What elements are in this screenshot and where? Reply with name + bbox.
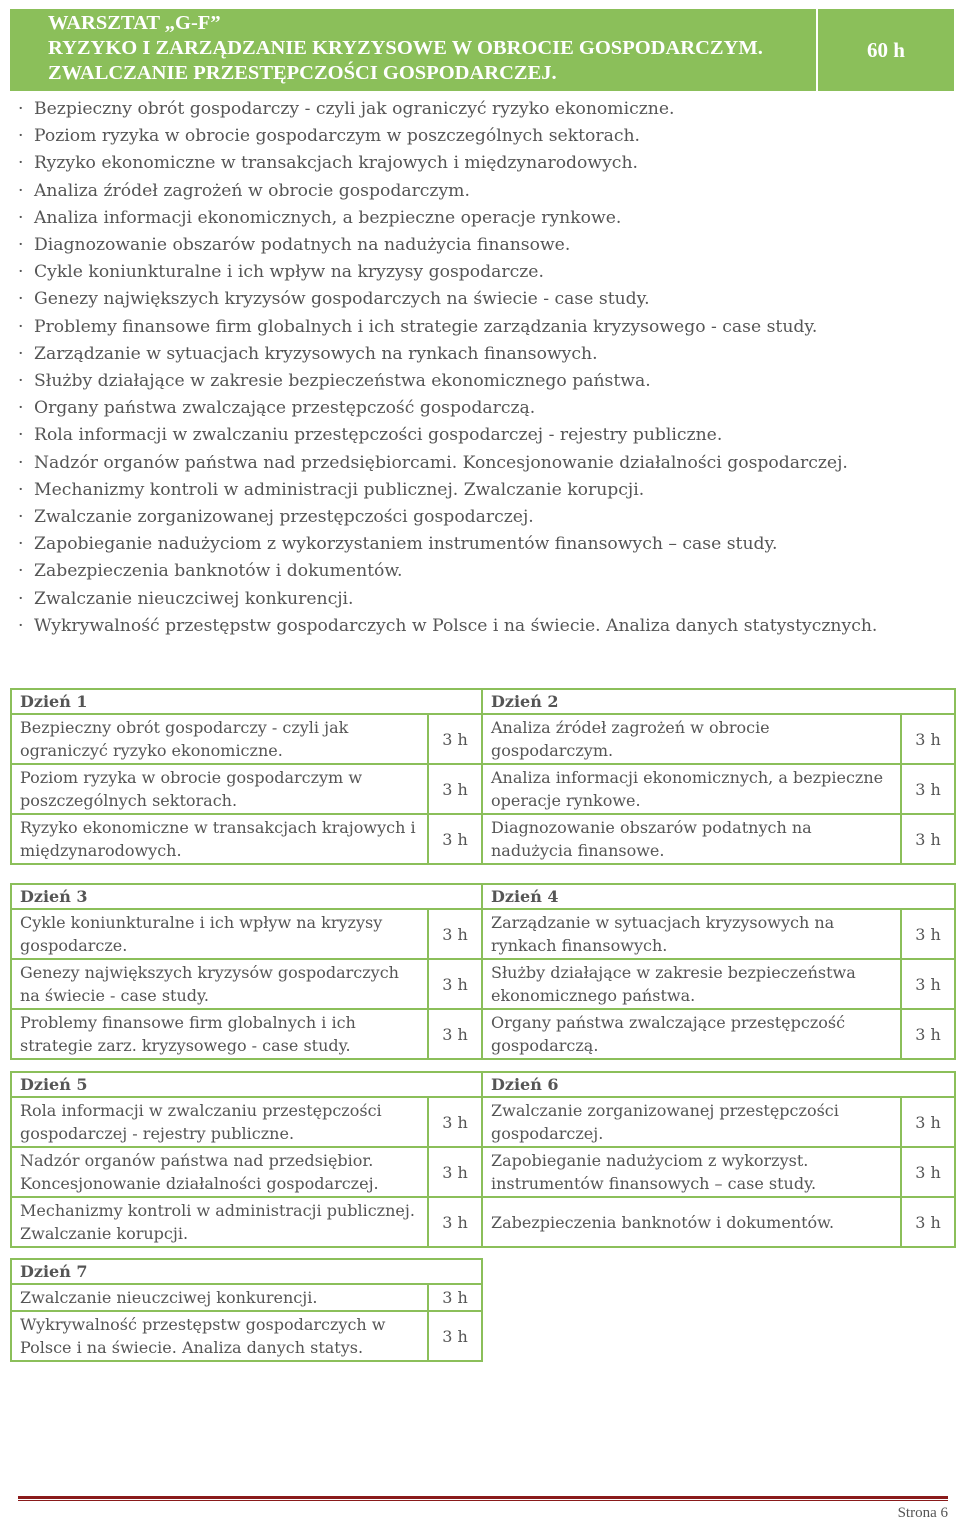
table-row [11, 1097, 955, 1147]
session-topic: Zabezpieczenia banknotów i dokumentów. [482, 1197, 901, 1247]
day-header-row [11, 1072, 955, 1097]
page-number: Strona 6 [897, 1505, 948, 1521]
topic-text: Bezpieczny obrót gospodarczy - czyli jak ograniczyć ryzyko ekonomiczne. [34, 99, 675, 119]
topic-text: Zwalczanie zorganizowanej przestępczości gospodarczej. [34, 507, 534, 528]
total-hours: 60 h [867, 37, 905, 62]
topic-text: Diagnozowanie obszarów podatnych na nadużycia finansowe. [34, 235, 571, 256]
topic-list-item [18, 96, 948, 123]
session-hours: 3 h [901, 714, 955, 764]
topic-list-item [18, 422, 948, 449]
bullet-icon: · [18, 561, 24, 582]
session-hours: 3 h [901, 909, 955, 959]
topic-text: Służby działające w zakresie bezpieczeństwa ekonomicznego państwa. [34, 371, 651, 392]
topic-list-item [18, 341, 948, 368]
session-hours: 3 h [428, 764, 482, 814]
session-topic: Mechanizmy kontroli w administracji publicznej. Zwalczanie korupcji. [11, 1197, 428, 1247]
table-row [11, 909, 955, 959]
session-topic: Zarządzanie w sytuacjach kryzysowych na rynkach finansowych. [482, 909, 901, 959]
topic-text: Cykle koniunkturalne i ich wpływ na kryzysy gospodarcze. [34, 262, 544, 283]
session-topic: Zwalczanie zorganizowanej przestępczości gospodarczej. [482, 1097, 901, 1147]
footer-rule-thin [18, 1500, 948, 1501]
session-hours: 3 h [901, 1197, 955, 1247]
session-topic: Diagnozowanie obszarów podatnych na nadużycia finansowe. [482, 814, 901, 864]
table-row [11, 1197, 955, 1247]
topic-text: Zapobieganie nadużyciom z wykorzystaniem instrumentów finansowych – case study. [34, 534, 778, 555]
session-topic: Poziom ryzyka w obrocie gospodarczym w poszczególnych sektorach. [11, 764, 428, 814]
session-hours: 3 h [901, 1097, 955, 1147]
day-3-heading: Dzień 3 [11, 884, 482, 909]
schedule-day-7 [10, 1258, 483, 1362]
table-row [11, 764, 955, 814]
bullet-icon: · [18, 289, 24, 310]
title-line-3: ZWALCZANIE PRZESTĘPCZOŚCI GOSPODARCZEJ. [48, 62, 557, 84]
topic-list-item [18, 286, 948, 313]
session-topic: Wykrywalność przestępstw gospodarczych w Polsce i na świecie. Analiza danych statys. [11, 1311, 428, 1361]
session-hours: 3 h [428, 909, 482, 959]
bullet-icon: · [18, 99, 24, 119]
topic-text: Analiza informacji ekonomicznych, a bezpieczne operacje rynkowe. [34, 207, 622, 228]
topic-list-item [18, 613, 948, 640]
table-row [11, 714, 955, 764]
session-hours: 3 h [428, 959, 482, 1009]
topic-list-item [18, 477, 948, 504]
session-topic: Rola informacji w zwalczaniu przestępczości gospodarczej - rejestry publiczne. [11, 1097, 428, 1147]
table-row [11, 1147, 955, 1197]
session-topic: Problemy finansowe firm globalnych i ich strategie zarz. kryzysowego - case study. [11, 1009, 428, 1059]
session-topic: Nadzór organów państwa nad przedsiębior. Koncesjonowanie działalności gospodarczej. [11, 1147, 428, 1197]
topic-list-item [18, 395, 948, 422]
topic-list-item [18, 368, 948, 395]
footer-rule [18, 1496, 948, 1499]
session-hours: 3 h [901, 764, 955, 814]
topic-text: Poziom ryzyka w obrocie gospodarczym w poszczególnych sektorach. [34, 126, 641, 147]
session-topic: Analiza informacji ekonomicznych, a bezpieczne operacje rynkowe. [482, 764, 901, 814]
topic-text: Rola informacji w zwalczaniu przestępczości gospodarczej - rejestry publiczne. [34, 425, 723, 446]
table-row [11, 1311, 482, 1361]
topic-list-item [18, 531, 948, 558]
topic-text: Zabezpieczenia banknotów i dokumentów. [34, 561, 403, 582]
session-topic: Służby działające w zakresie bezpieczeństwa ekonomicznego państwa. [482, 959, 901, 1009]
session-topic: Genezy największych kryzysów gospodarczych na świecie - case study. [11, 959, 428, 1009]
bullet-icon: · [18, 180, 24, 201]
session-hours: 3 h [428, 1311, 482, 1361]
bullet-icon: · [18, 452, 24, 473]
session-hours: 3 h [901, 1147, 955, 1197]
bullet-icon: · [18, 316, 24, 337]
topic-text: Organy państwa zwalczające przestępczość gospodarczą. [34, 398, 536, 419]
day-1-heading: Dzień 1 [11, 689, 482, 714]
session-topic: Cykle koniunkturalne i ich wpływ na kryzysy gospodarcze. [11, 909, 428, 959]
day-header-row [11, 884, 955, 909]
schedule-days-3-4 [10, 883, 956, 1060]
bullet-icon: · [18, 534, 24, 555]
session-topic: Zapobieganie nadużyciom z wykorzyst. instrumentów finansowych – case study. [482, 1147, 901, 1197]
session-hours: 3 h [428, 1147, 482, 1197]
topic-text: Analiza źródeł zagrożeń w obrocie gospodarczym. [34, 180, 470, 201]
session-hours: 3 h [901, 1009, 955, 1059]
topics-list [18, 96, 948, 640]
topic-list-item [18, 232, 948, 259]
day-2-heading: Dzień 2 [482, 689, 955, 714]
topic-list-item [18, 150, 948, 177]
session-hours: 3 h [428, 1009, 482, 1059]
session-topic: Zwalczanie nieuczciwej konkurencji. [11, 1284, 428, 1311]
day-4-heading: Dzień 4 [482, 884, 955, 909]
table-row [11, 959, 955, 1009]
day-header-row [11, 1259, 482, 1284]
session-hours: 3 h [428, 814, 482, 864]
topic-list-item [18, 586, 948, 613]
session-topic: Ryzyko ekonomiczne w transakcjach krajowych i międzynarodowych. [11, 814, 428, 864]
session-topic: Bezpieczny obrót gospodarczy - czyli jak ograniczyć ryzyko ekonomiczne. [11, 714, 428, 764]
title-line-1: WARSZTAT „G-F” [48, 12, 221, 34]
bullet-icon: · [18, 235, 24, 256]
topic-list-item [18, 558, 948, 585]
topic-text: Ryzyko ekonomiczne w transakcjach krajowych i międzynarodowych. [34, 153, 638, 174]
topic-list-item [18, 504, 948, 531]
bullet-icon: · [18, 615, 24, 636]
schedule-days-1-2 [10, 688, 956, 865]
table-row [11, 814, 955, 864]
topic-text: Zarządzanie w sytuacjach kryzysowych na rynkach finansowych. [34, 343, 598, 364]
bullet-icon: · [18, 398, 24, 419]
header-banner [10, 9, 954, 91]
topic-text: Mechanizmy kontroli w administracji publicznej. Zwalczanie korupcji. [34, 479, 645, 500]
bullet-icon: · [18, 153, 24, 174]
topic-list-item [18, 450, 948, 477]
day-7-heading: Dzień 7 [11, 1259, 482, 1284]
session-hours: 3 h [428, 1197, 482, 1247]
session-hours: 3 h [428, 1284, 482, 1311]
topic-text: Problemy finansowe firm globalnych i ich strategie zarządzania kryzysowego - case study. [34, 316, 818, 337]
workshop-title [10, 9, 816, 91]
topic-list-item [18, 205, 948, 232]
session-hours: 3 h [901, 959, 955, 1009]
session-hours: 3 h [901, 814, 955, 864]
day-5-heading: Dzień 5 [11, 1072, 482, 1097]
bullet-icon: · [18, 262, 24, 283]
day-6-heading: Dzień 6 [482, 1072, 955, 1097]
topic-text: Wykrywalność przestępstw gospodarczych w Polsce i na świecie. Analiza danych statystycznych. [34, 615, 878, 636]
topic-text: Genezy największych kryzysów gospodarczych na świecie - case study. [34, 289, 650, 310]
topic-text: Nadzór organów państwa nad przedsiębiorcami. Koncesjonowanie działalności gospodarczej. [34, 452, 848, 473]
topic-list-item [18, 178, 948, 205]
bullet-icon: · [18, 343, 24, 364]
topic-text: Zwalczanie nieuczciwej konkurencji. [34, 588, 354, 609]
table-row [11, 1284, 482, 1311]
bullet-icon: · [18, 588, 24, 609]
bullet-icon: · [18, 126, 24, 147]
topic-list-item [18, 123, 948, 150]
table-row [11, 1009, 955, 1059]
bullet-icon: · [18, 371, 24, 392]
bullet-icon: · [18, 507, 24, 528]
day-header-row [11, 689, 955, 714]
bullet-icon: · [18, 207, 24, 228]
schedule-days-5-6 [10, 1071, 956, 1248]
bullet-icon: · [18, 479, 24, 500]
title-line-2: RYZYKO I ZARZĄDZANIE KRYZYSOWE W OBROCIE GOSPODARCZYM. [48, 37, 763, 59]
session-topic: Analiza źródeł zagrożeń w obrocie gospodarczym. [482, 714, 901, 764]
session-hours: 3 h [428, 714, 482, 764]
bullet-icon: · [18, 425, 24, 446]
topic-list-item [18, 314, 948, 341]
topic-list-item [18, 259, 948, 286]
session-topic: Organy państwa zwalczające przestępczość gospodarczą. [482, 1009, 901, 1059]
session-hours: 3 h [428, 1097, 482, 1147]
